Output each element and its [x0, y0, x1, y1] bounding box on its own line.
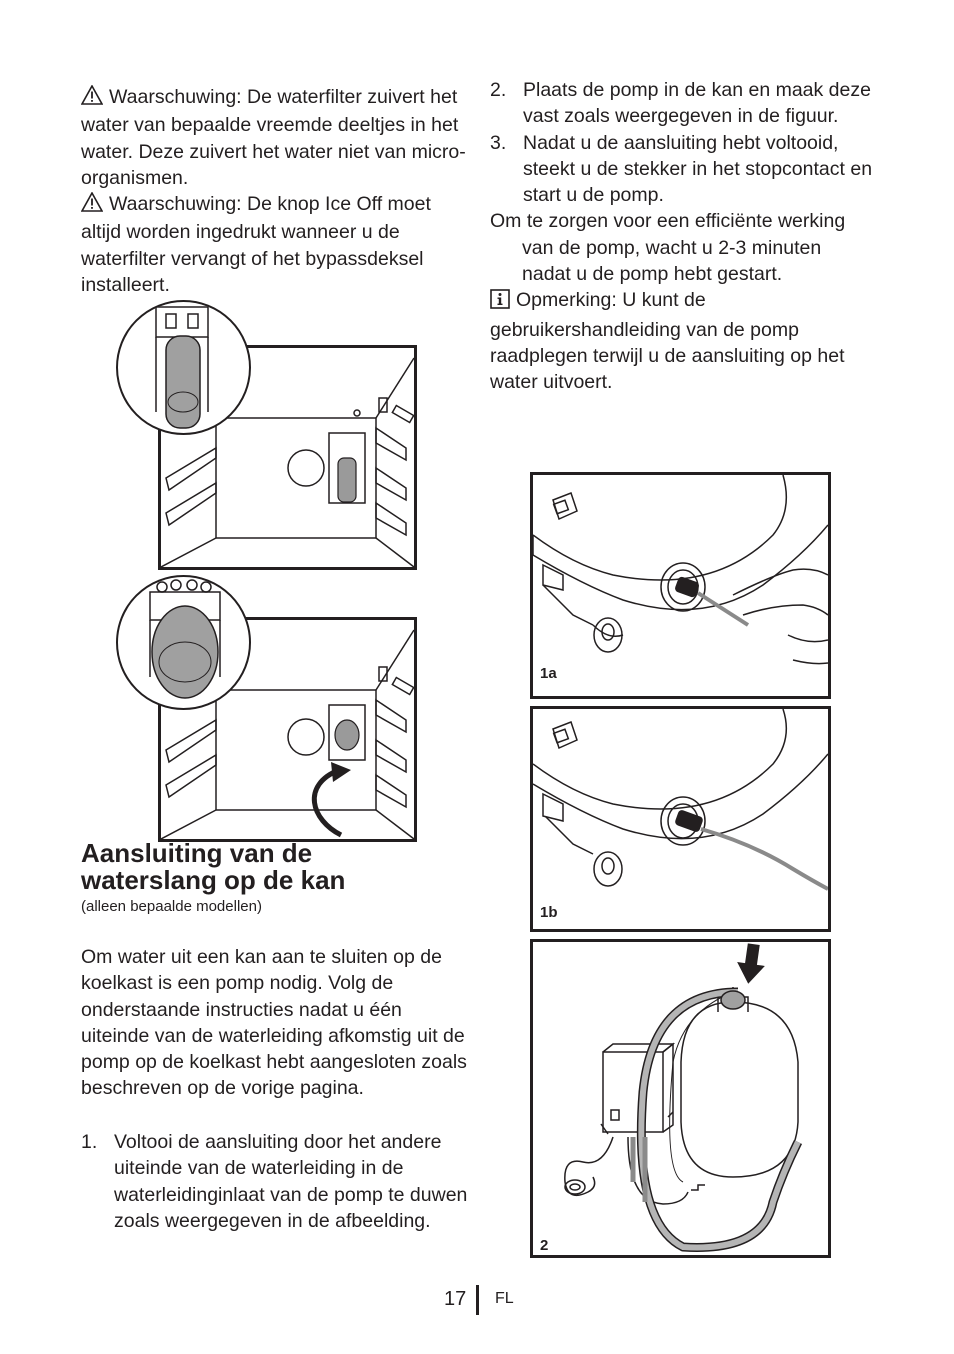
warning-triangle-icon: [81, 192, 103, 219]
step-text: Voltooi de aansluiting door het andere uiteinde van de waterleiding in de waterleidinginlaat van de pomp te duwen zoals weergegeven in de afbeelding.: [114, 1131, 468, 1232]
step-number: 2.: [490, 79, 507, 101]
warning-triangle-icon: [81, 85, 103, 112]
figure-label-1b: 1b: [540, 904, 558, 921]
steps-list-right: [490, 77, 875, 396]
warning-text-2: Waarschuwing: De knop Ice Off moet altijd worden ingedrukt wanneer u de waterfilter vervangt of het bypassdeksel installeert.: [81, 193, 431, 296]
figure-label-1a: 1a: [540, 665, 557, 682]
step-number: 1.: [81, 1131, 98, 1153]
language-code: FL: [495, 1290, 514, 1307]
list-item: [81, 1129, 471, 1234]
figure-1a: [530, 472, 831, 699]
page-number: 17: [444, 1288, 467, 1310]
section-subnote: (alleen bepaalde modellen): [81, 898, 262, 915]
remark-block: [490, 287, 875, 395]
list-item: [490, 130, 875, 209]
list-item: [490, 77, 875, 130]
figure-label-2: 2: [540, 1237, 549, 1254]
warning-text-1: Waarschuwing: De waterfilter zuivert het water van bepaalde vreemde deeltjes in het water. Deze zuivert het water niet van micro-organismen.: [81, 86, 466, 189]
warning-block-2: [81, 191, 471, 298]
step-number: 3.: [490, 131, 507, 154]
section-heading: Aansluiting van de waterslang op de kan: [81, 838, 346, 895]
step-text: Nadat u de aansluiting hebt voltooid, steekt u de stekker in het stopcontact en start u de pomp.: [523, 131, 873, 207]
remark-text: Opmerking: U kunt de gebruikershandleiding van de pomp raadplegen terwijl u de aansluiting op het water uitvoert.: [490, 289, 845, 394]
efficiency-note: Om te zorgen voor een efficiënte werking van de pomp, wacht u 2-3 minuten nadat u de pomp hebt gestart.: [490, 210, 846, 286]
warning-block-1: [81, 84, 471, 191]
figure-2: [530, 939, 831, 1258]
filter-magnifier-1: [116, 300, 251, 435]
info-icon: [490, 289, 510, 316]
steps-list-left: [81, 1129, 471, 1234]
figure-1b: [530, 706, 831, 932]
footer-divider: [476, 1285, 479, 1315]
intro-paragraph: [81, 944, 471, 1102]
intro-text: Om water uit een kan aan te sluiten op de koelkast is een pomp nodig. Volg de onderstaande instructies nadat u één uiteinde van de waterleiding afkomstig uit de pomp op de koelkast hebt aangesloten zoals beschreven op de vorige pagina.: [81, 946, 467, 1100]
step-text: Plaats de pomp in de kan en maak deze vast zoals weergegeven in de figuur.: [523, 79, 871, 128]
filter-magnifier-2: [116, 575, 251, 710]
